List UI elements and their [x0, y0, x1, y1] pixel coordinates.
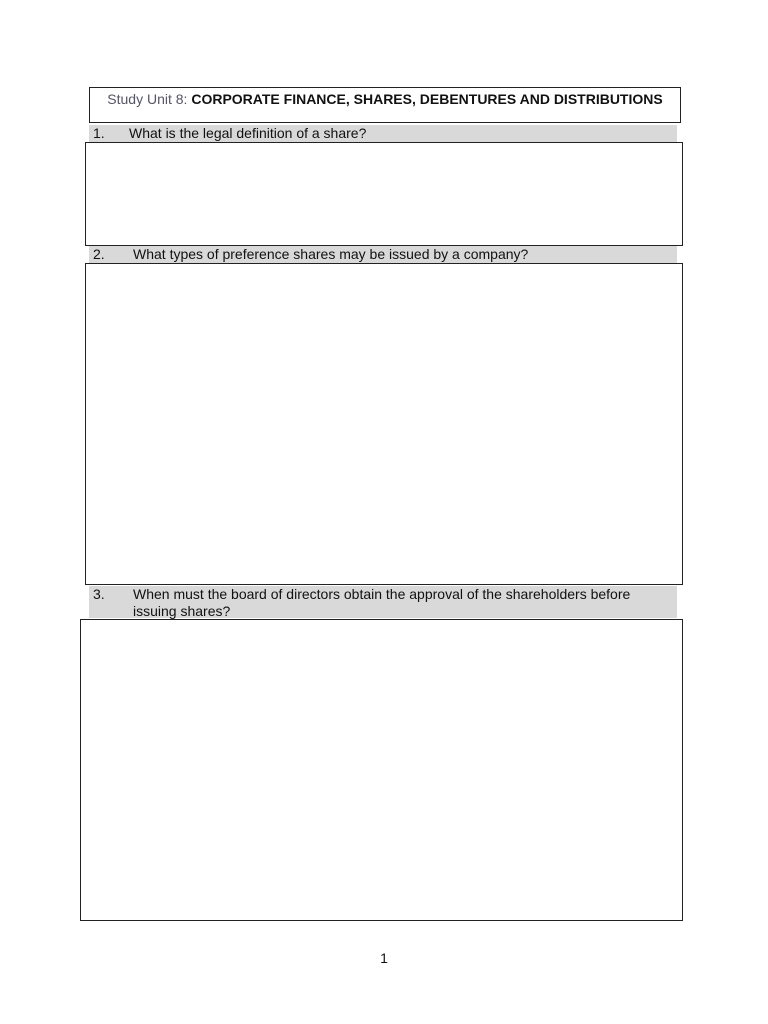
question-3-number: 3.	[93, 586, 105, 602]
study-unit-label: Study Unit 8:	[107, 91, 188, 107]
answer-box-2[interactable]	[85, 263, 683, 585]
question-2-bar	[89, 246, 677, 263]
question-1-bar	[89, 125, 677, 142]
question-2-number: 2.	[93, 246, 105, 262]
answer-box-1[interactable]	[85, 142, 683, 246]
page-number: 1	[380, 950, 388, 966]
question-3-bar	[89, 586, 677, 618]
study-unit-title-box	[89, 87, 681, 123]
question-1-number: 1.	[93, 125, 105, 141]
answer-box-3[interactable]	[80, 619, 683, 921]
question-1-text: What is the legal definition of a share?	[129, 125, 367, 141]
question-3-text: When must the board of directors obtain the approval of the shareholders before issuing shares?	[133, 586, 631, 619]
question-2-text: What types of preference shares may be issued by a company?	[133, 246, 529, 262]
study-unit-title: CORPORATE FINANCE, SHARES, DEBENTURES AND DISTRIBUTIONS	[191, 91, 663, 107]
